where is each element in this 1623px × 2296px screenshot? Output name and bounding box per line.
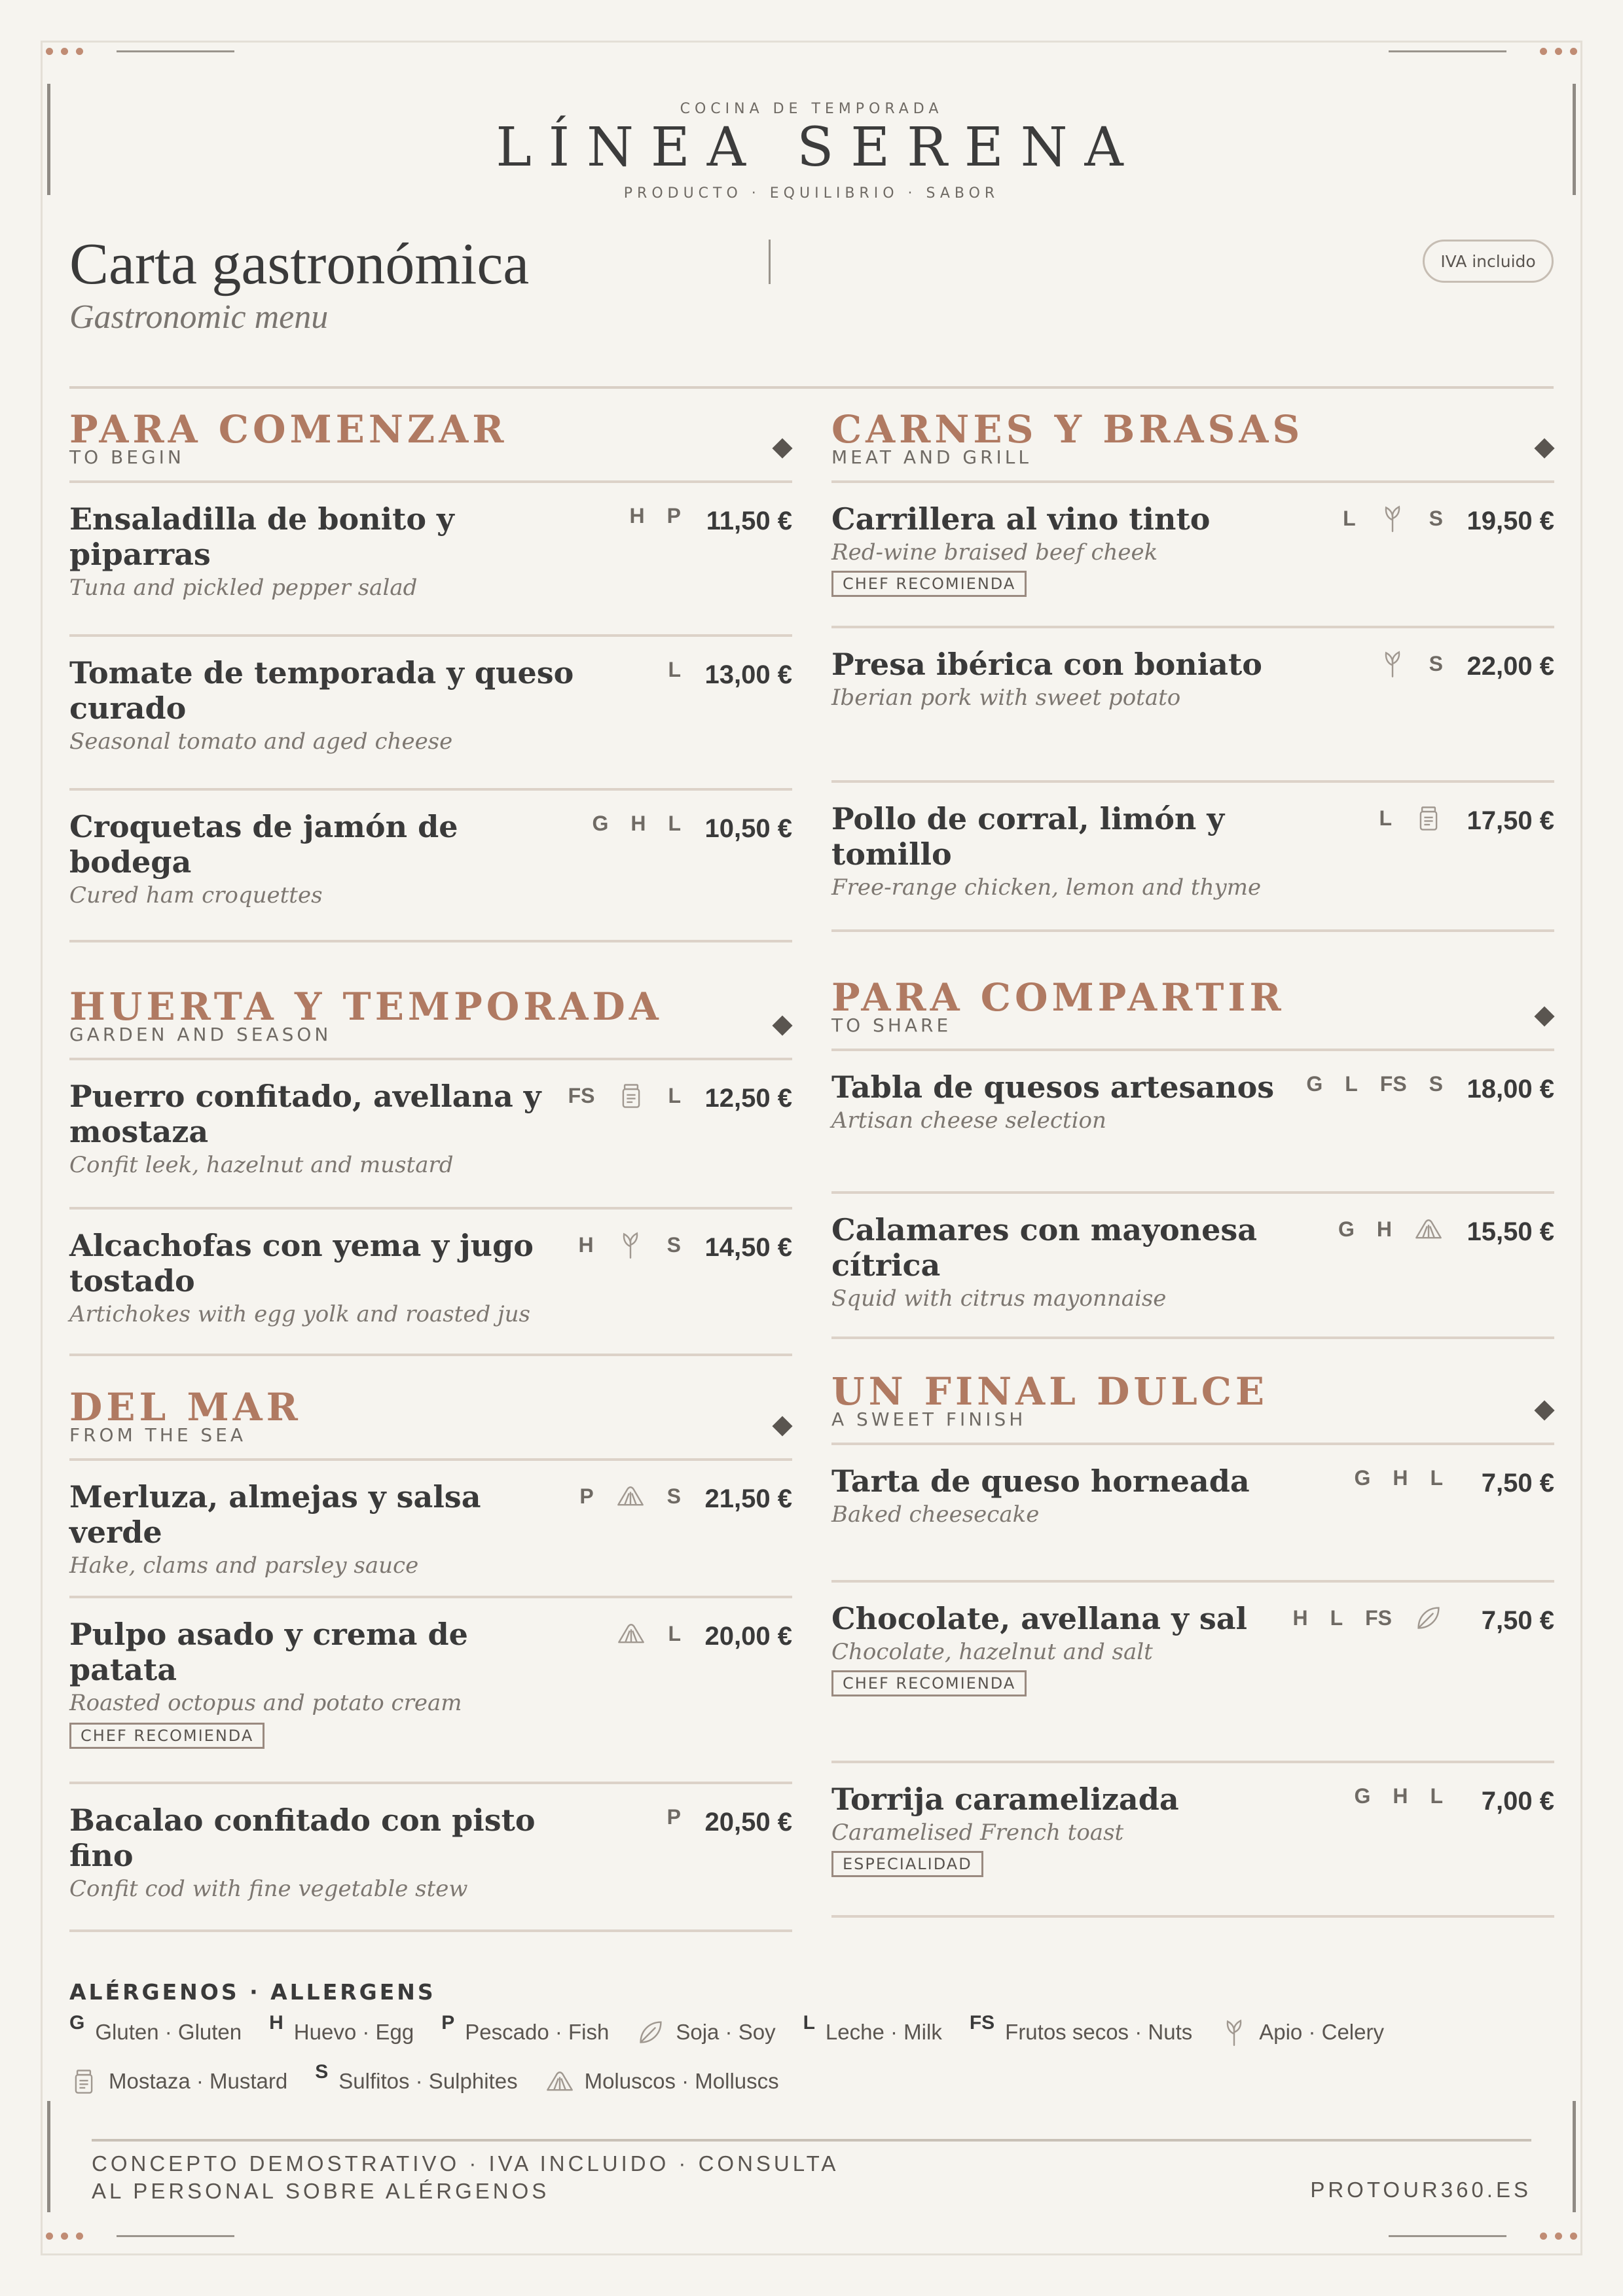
allergen-code: L [668, 658, 681, 681]
mollusc-icon [545, 2067, 574, 2096]
allergen-code: P [579, 1484, 594, 1508]
section-header [831, 1354, 1554, 1445]
footer-website: PROTOUR360.ES [1310, 2178, 1531, 2202]
section-title: UN FINAL DULCE [831, 1369, 1269, 1414]
dish-allergens [630, 504, 681, 528]
diamond-icon [772, 1015, 792, 1035]
corner-line [1389, 50, 1506, 52]
dish-description: Confit cod with fine vegetable stew [69, 1876, 468, 1902]
section-title: PARA COMPARTIR [831, 975, 1285, 1020]
section-subtitle: GARDEN AND SEASON [69, 1024, 332, 1045]
section-header [831, 960, 1554, 1051]
dish-description: Artisan cheese selection [831, 1107, 1106, 1134]
allergen-code: H [629, 504, 645, 528]
allergen-code: L [1379, 806, 1392, 830]
dish-name: Bacalao confitado con pisto fino [69, 1803, 536, 1873]
dish-name: Croquetas de jamón de bodega [69, 809, 458, 880]
dish-name: Carrillera al vino tinto [831, 501, 1211, 537]
diamond-icon [772, 1416, 792, 1436]
menu-column-right [831, 391, 1554, 1918]
allergen-code: P [666, 504, 681, 528]
dish-description: Red-wine braised beef cheek [831, 539, 1158, 565]
mustard-icon [1414, 804, 1443, 833]
allergen-code: G [1306, 1072, 1323, 1096]
section-title: CARNES Y BRASAS [831, 407, 1304, 452]
menu-item [831, 1194, 1554, 1339]
allergen-code: H [630, 812, 646, 835]
dish-tag-badge: CHEF RECOMIENDA [831, 571, 1027, 597]
section-begin [69, 391, 792, 942]
allergen-code: S [666, 1484, 681, 1508]
dish-tag-badge: CHEF RECOMIENDA [69, 1723, 264, 1749]
allergen-code: L [1330, 1605, 1343, 1630]
legend-allergen-label: Mostaza · Mustard [109, 2069, 288, 2093]
dish-allergens [579, 1230, 681, 1259]
dish-name: Calamares con mayonesa cítrica [831, 1212, 1258, 1283]
menu-item [69, 1210, 792, 1356]
allergen-code: G [592, 812, 609, 835]
dish-price: 7,50 € [1481, 1606, 1554, 1635]
celery-icon [616, 1230, 645, 1259]
menu-item [69, 1598, 792, 1784]
dish-price: 7,50 € [1481, 1469, 1554, 1498]
dish-description: Hake, clams and parsley sauce [69, 1552, 419, 1579]
allergen-code: G [1338, 1217, 1355, 1241]
menu-item [69, 1784, 792, 1932]
dish-price: 15,50 € [1467, 1217, 1554, 1246]
dish-allergens [1338, 1215, 1443, 1244]
dish-price: 18,00 € [1467, 1075, 1554, 1103]
dish-description: Artichokes with egg yolk and roasted jus [69, 1301, 530, 1327]
allergen-code: H [1292, 1605, 1308, 1630]
menu-item [831, 1583, 1554, 1763]
mollusc-icon [1414, 1215, 1443, 1244]
allergen-code: L [1343, 506, 1356, 530]
section-meat [831, 391, 1554, 932]
allergen-code: S [1429, 1072, 1443, 1096]
footer-note-line-2: AL PERSONAL SOBRE ALÉRGENOS [92, 2179, 550, 2203]
brand-tagline-top: COCINA DE TEMPORADA [680, 101, 943, 117]
section-header [69, 391, 792, 483]
allergens-legend-title: ALÉRGENOS · ALLERGENS [69, 1979, 436, 2005]
corner-line [1389, 2235, 1506, 2237]
allergen-code: L [1345, 1072, 1358, 1096]
dish-description: Cured ham croquettes [69, 882, 323, 908]
section-title: DEL MAR [69, 1385, 302, 1429]
allergen-code: P [666, 1805, 681, 1829]
section-subtitle: TO BEGIN [69, 446, 185, 468]
section-sweet [831, 1354, 1554, 1918]
legend-allergen-code: FS [969, 2012, 995, 2034]
brand-name: LÍNEA SERENA [496, 117, 1140, 179]
menu-item [69, 637, 792, 791]
corner-dots-top-right [1540, 48, 1577, 55]
dish-allergens [668, 658, 681, 682]
dish-allergens [1378, 649, 1443, 678]
dish-allergens [667, 1805, 681, 1829]
legend-allergen-code: H [269, 2012, 283, 2034]
allergen-code: S [1429, 651, 1443, 675]
dish-tag-badge: CHEF RECOMIENDA [831, 1670, 1027, 1696]
footer-rule [92, 2139, 1531, 2142]
section-subtitle: FROM THE SEA [69, 1424, 247, 1446]
allergen-code: H [1393, 1784, 1408, 1808]
side-line [47, 2101, 50, 2212]
section-subtitle: TO SHARE [831, 1014, 952, 1036]
dish-description: Confit leek, hazelnut and mustard [69, 1152, 454, 1178]
allergen-code: L [668, 1621, 681, 1645]
footer-note [92, 2150, 839, 2205]
section-title: HUERTA Y TEMPORADA [69, 984, 663, 1029]
dish-price: 20,00 € [704, 1622, 792, 1651]
dish-description: Squid with citrus mayonnaise [831, 1285, 1167, 1312]
dish-description: Caramelised French toast [831, 1820, 1124, 1846]
dish-allergens [1354, 1784, 1443, 1808]
legend-allergen-label: Huevo · Egg [293, 2020, 414, 2044]
menu-item [831, 1763, 1554, 1918]
soy-icon [1414, 1604, 1443, 1632]
menu-item [831, 1445, 1554, 1583]
legend-allergen-label: Moluscos · Molluscs [584, 2069, 779, 2093]
side-line [1573, 2101, 1576, 2212]
celery-icon [1378, 649, 1407, 678]
menu-item [69, 1461, 792, 1598]
dish-description: Iberian pork with sweet potato [831, 685, 1181, 711]
dish-price: 19,50 € [1467, 507, 1554, 535]
allergen-code: H [1393, 1466, 1408, 1490]
allergen-code: L [668, 812, 681, 835]
legend-allergen-code: P [441, 2012, 455, 2034]
section-header [831, 391, 1554, 483]
diamond-icon [1534, 438, 1554, 458]
dish-allergens [1354, 1466, 1443, 1490]
dish-price: 10,50 € [704, 814, 792, 843]
section-title: PARA COMENZAR [69, 407, 508, 452]
dish-name: Tomate de temporada y queso curado [69, 655, 574, 726]
section-sea [69, 1369, 792, 1932]
dish-allergens [1292, 1604, 1443, 1632]
dish-allergens [1343, 504, 1443, 533]
allergen-code: S [1429, 506, 1443, 530]
dish-price: 14,50 € [704, 1233, 792, 1262]
legend-allergen-label: Apio · Celery [1259, 2020, 1384, 2044]
menu-item [831, 628, 1554, 783]
dish-price: 17,50 € [1467, 806, 1554, 835]
section-header [69, 969, 792, 1060]
allergen-code: H [578, 1232, 594, 1257]
legend-allergen-label: Sulfitos · Sulphites [338, 2069, 518, 2093]
dish-allergens [1379, 804, 1443, 833]
allergen-code: L [1430, 1466, 1443, 1490]
diamond-icon [772, 438, 792, 458]
dish-name: Puerro confitado, avellana y mostaza [69, 1079, 541, 1149]
legend-allergen-label: Leche · Milk [825, 2020, 942, 2044]
dish-name: Presa ibérica con boniato [831, 647, 1262, 682]
section-header [69, 1369, 792, 1461]
mollusc-icon [616, 1482, 645, 1511]
dish-tag-badge: ESPECIALIDAD [831, 1851, 983, 1877]
allergen-code: L [668, 1083, 681, 1107]
menu-item [69, 791, 792, 942]
dish-price: 21,50 € [704, 1484, 792, 1513]
diamond-icon [1534, 1006, 1554, 1026]
allergen-code: FS [1365, 1605, 1392, 1630]
dish-price: 20,50 € [704, 1808, 792, 1837]
legend-allergen-label: Gluten · Gluten [95, 2020, 242, 2044]
menu-item [831, 1051, 1554, 1194]
dish-price: 13,00 € [704, 660, 792, 689]
dish-description: Seasonal tomato and aged cheese [69, 728, 453, 755]
dish-name: Chocolate, avellana y sal [831, 1601, 1247, 1636]
section-share [831, 960, 1554, 1339]
dish-price: 11,50 € [706, 507, 792, 535]
dish-name: Torrija caramelizada [831, 1782, 1179, 1817]
dish-name: Tarta de queso horneada [831, 1463, 1250, 1499]
header-rule [69, 386, 1554, 389]
allergen-code: S [666, 1232, 681, 1257]
menu-column-left [69, 391, 792, 1932]
section-subtitle: MEAT AND GRILL [831, 446, 1032, 468]
celery-icon [1378, 504, 1407, 533]
dish-allergens [568, 1081, 681, 1110]
brand-tagline-bottom: PRODUCTO · EQUILIBRIO · SABOR [623, 185, 1000, 202]
legend-allergen-code: G [69, 2012, 85, 2034]
page-subtitle: Gastronomic menu [69, 298, 329, 336]
dish-allergens [1306, 1072, 1443, 1096]
corner-dots-bottom-right [1540, 2233, 1577, 2240]
allergen-code: L [1430, 1784, 1443, 1808]
dish-price: 12,50 € [704, 1084, 792, 1113]
dish-name: Pollo de corral, limón y tomillo [831, 801, 1225, 872]
corner-line [117, 50, 234, 52]
menu-item [69, 483, 792, 637]
corner-dots-top-left [46, 48, 83, 55]
allergen-code: FS [568, 1083, 595, 1107]
dish-price: 7,00 € [1481, 1787, 1554, 1816]
iva-badge: IVA incluido [1423, 240, 1554, 283]
dish-description: Chocolate, hazelnut and salt [831, 1639, 1153, 1665]
dish-description: Free-range chicken, lemon and thyme [831, 874, 1262, 901]
dish-allergens [617, 1619, 681, 1648]
allergen-code: G [1354, 1466, 1371, 1490]
menu-item [831, 483, 1554, 628]
allergen-code: FS [1379, 1072, 1407, 1096]
page-title: Carta gastronómica [69, 232, 530, 296]
dish-allergens [592, 812, 681, 836]
legend-allergen-code: L [803, 2012, 815, 2034]
dish-allergens [579, 1482, 681, 1511]
diamond-icon [1534, 1400, 1554, 1420]
legend-allergen-code: S [315, 2061, 329, 2083]
allergen-code: G [1354, 1784, 1371, 1808]
dish-price: 22,00 € [1467, 652, 1554, 681]
dish-name: Pulpo asado y crema de patata [69, 1617, 468, 1687]
mustard-icon [617, 1081, 646, 1110]
corner-line [117, 2235, 234, 2237]
mustard-icon [69, 2067, 98, 2096]
legend-allergen-label: Frutos secos · Nuts [1005, 2020, 1193, 2044]
section-garden [69, 969, 792, 1356]
dish-description: Tuna and pickled pepper salad [69, 575, 418, 601]
corner-dots-bottom-left [46, 2233, 83, 2240]
dish-description: Baked cheesecake [831, 1501, 1040, 1528]
dish-name: Alcachofas con yema y jugo tostado [69, 1228, 534, 1299]
section-subtitle: A SWEET FINISH [831, 1408, 1027, 1430]
soy-icon [636, 2018, 665, 2047]
title-divider [769, 240, 771, 284]
dish-name: Merluza, almejas y salsa verde [69, 1479, 481, 1550]
allergen-code: H [1376, 1217, 1392, 1241]
dish-name: Tabla de quesos artesanos [831, 1069, 1275, 1105]
allergens-legend-row [69, 2012, 1401, 2047]
celery-icon [1220, 2018, 1249, 2047]
menu-item [69, 1060, 792, 1210]
allergens-legend-row [69, 2061, 796, 2096]
legend-allergen-label: Pescado · Fish [465, 2020, 610, 2044]
mollusc-icon [617, 1619, 646, 1648]
dish-name: Ensaladilla de bonito y piparras [69, 501, 454, 572]
legend-allergen-label: Soja · Soy [676, 2020, 776, 2044]
menu-item [831, 783, 1554, 932]
footer-note-line-1: CONCEPTO DEMOSTRATIVO · IVA INCLUIDO · CONSULTA [92, 2151, 839, 2176]
dish-description: Roasted octopus and potato cream [69, 1690, 462, 1716]
